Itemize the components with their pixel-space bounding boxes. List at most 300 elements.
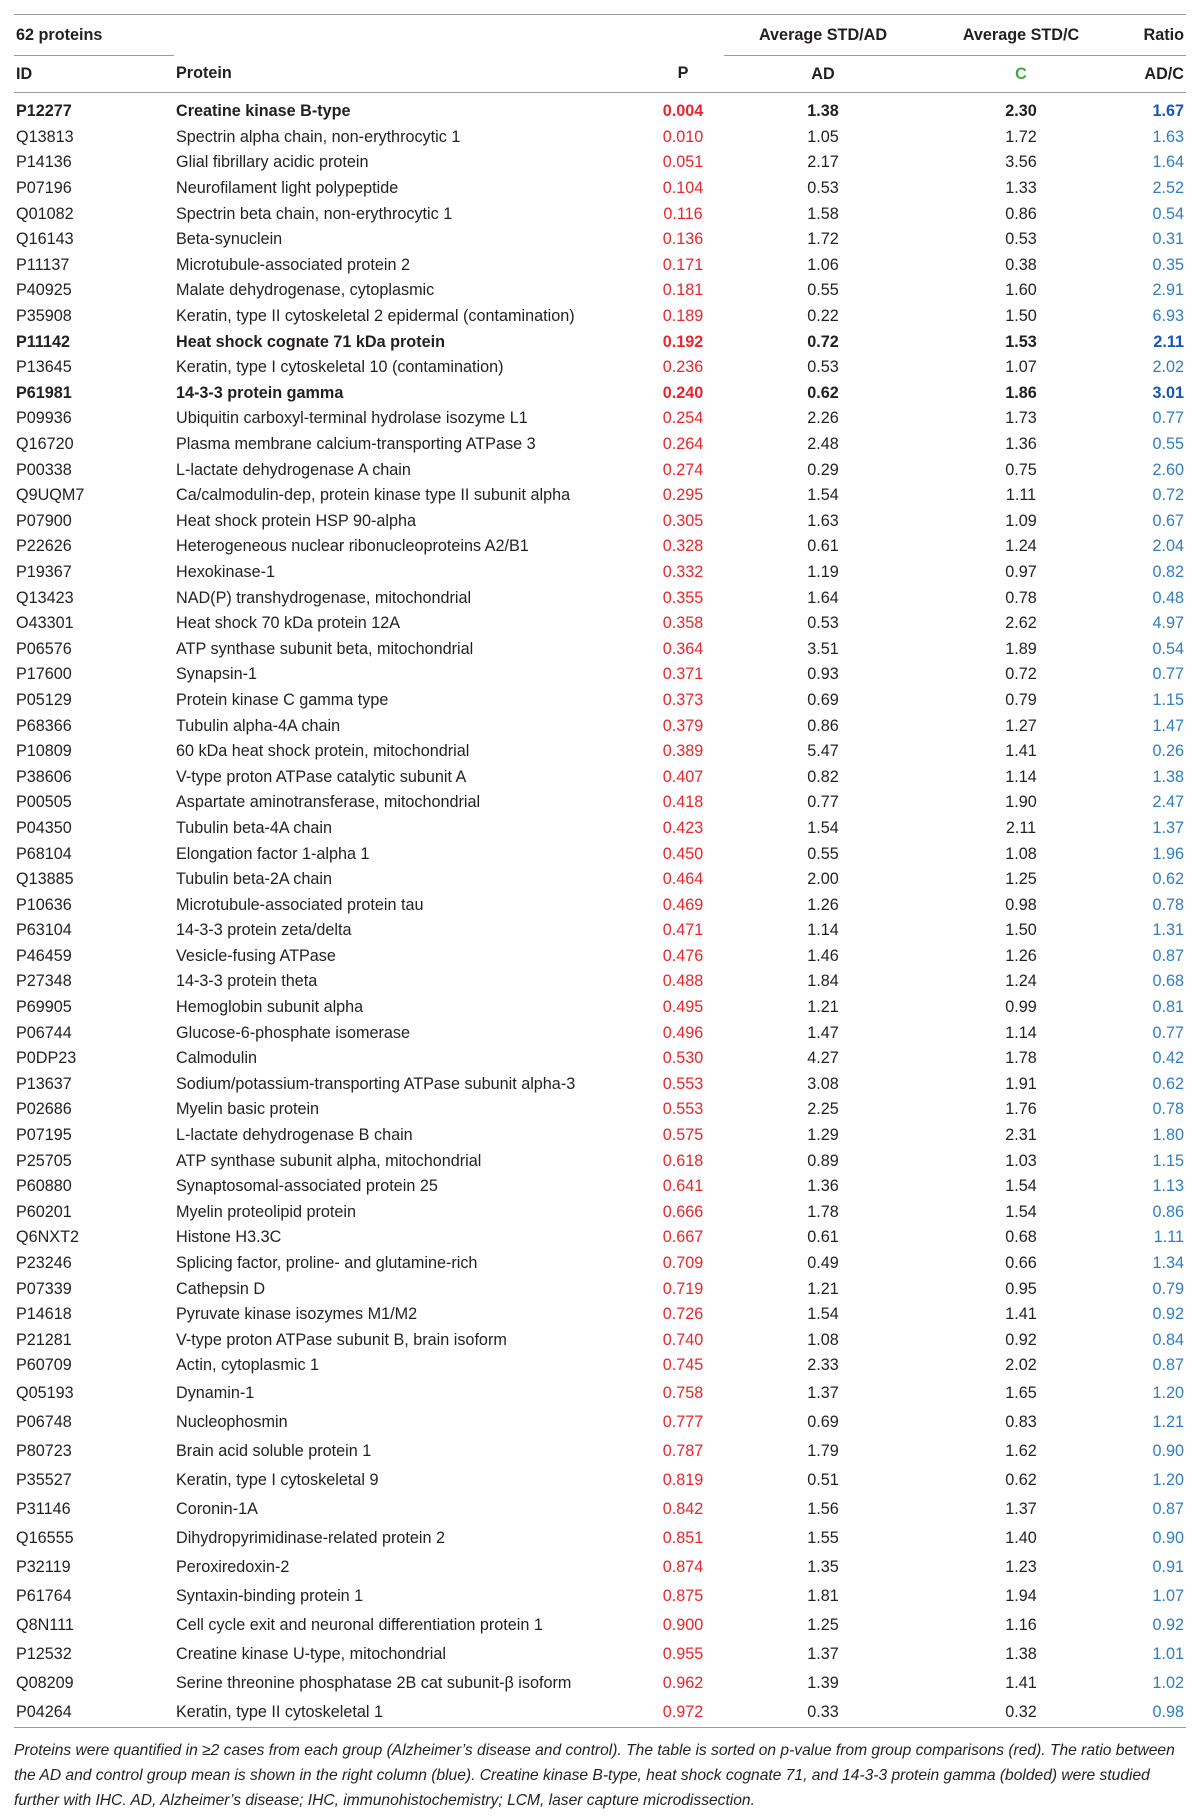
cell-ratio: 0.54 <box>1152 204 1184 223</box>
cell-c: 1.40 <box>1005 1528 1037 1547</box>
cell-ad: 1.78 <box>807 1202 839 1221</box>
cell-id: P06744 <box>16 1023 72 1042</box>
table-row <box>14 99 1186 125</box>
cell-p-value: 0.495 <box>662 998 704 1017</box>
cell-c: 0.72 <box>1005 665 1037 684</box>
cell-ratio: 0.35 <box>1152 255 1184 274</box>
cell-p-value: 0.136 <box>662 230 704 249</box>
table-row <box>14 1640 1186 1669</box>
table-row <box>14 329 1186 355</box>
cell-protein: Calmodulin <box>176 1049 257 1068</box>
table-row <box>14 1123 1186 1149</box>
cell-ad: 1.37 <box>807 1644 839 1663</box>
cell-ratio: 2.04 <box>1152 537 1184 556</box>
cell-protein: NAD(P) transhydrogenase, mitochondrial <box>176 588 472 607</box>
cell-c: 0.68 <box>1005 1228 1037 1247</box>
cell-id: P04264 <box>14 1698 174 1728</box>
cell-ad: 1.21 <box>807 1279 839 1298</box>
cell-ad: 0.69 <box>807 690 839 709</box>
cell-ad: 1.54 <box>807 1305 839 1324</box>
table-row <box>14 560 1186 586</box>
cell-ad: 0.53 <box>807 358 839 377</box>
cell-c: 1.25 <box>1005 870 1037 889</box>
cell-protein: Heat shock cognate 71 kDa protein <box>176 332 445 351</box>
cell-id: P60201 <box>16 1202 72 1221</box>
cell-p-value: 0.373 <box>662 690 704 709</box>
cell-id: Q16143 <box>16 230 74 249</box>
cell-ratio: 1.11 <box>1153 1228 1184 1247</box>
cell-ad: 4.27 <box>807 1049 839 1068</box>
cell-protein: Beta-synuclein <box>176 230 283 249</box>
table-footnote: Proteins were quantified in ≥2 cases from each group (Alzheimer’s disease and control). The table is sorted on p-value from group comparisons (red). The ratio between the AD and control group mean is shown in the right column (blue). Creatine kinase B-type, heat shock cognate 71, and 14-3-3 protein gamma (bolded) were studied further with IHC. AD, Alzheimer’s disease; IHC, immunohistochemistry; LCM, laser capture microdissection. <box>14 1741 1175 1809</box>
cell-p-value: 0.274 <box>662 460 704 479</box>
cell-ratio: 1.15 <box>1152 690 1184 709</box>
cell-id: P38606 <box>16 767 72 786</box>
cell-ad: 0.55 <box>807 844 839 863</box>
cell-c: 1.11 <box>1005 486 1037 505</box>
cell-c: 0.92 <box>1005 1330 1037 1349</box>
cell-p-value: 0.418 <box>662 793 704 812</box>
table-row <box>14 1353 1186 1379</box>
cell-ad: 1.63 <box>807 511 839 530</box>
cell-protein: Pyruvate kinase isozymes M1/M2 <box>176 1305 418 1324</box>
table-row <box>14 1072 1186 1098</box>
cell-protein: Spectrin alpha chain, non-erythrocytic 1 <box>176 127 461 146</box>
cell-protein: Splicing factor, proline- and glutamine-rich <box>176 1254 478 1273</box>
cell-c: 0.53 <box>1005 230 1037 249</box>
cell-ratio: 1.47 <box>1152 716 1184 735</box>
cell-ad: 1.81 <box>807 1586 839 1605</box>
cell-ad: 0.33 <box>724 1698 922 1728</box>
cell-id: P07196 <box>16 179 72 198</box>
cell-ad: 1.19 <box>807 562 839 581</box>
cell-id: Q01082 <box>16 204 74 223</box>
table-row <box>14 278 1186 304</box>
cell-c: 1.72 <box>1005 127 1037 146</box>
cell-ratio: 0.87 <box>1152 946 1184 965</box>
table-row <box>14 1698 1186 1728</box>
cell-p-value: 0.450 <box>662 844 704 863</box>
cell-p-value: 0.842 <box>662 1499 704 1518</box>
cell-protein: 60 kDa heat shock protein, mitochondrial <box>176 742 470 761</box>
cell-ratio: 0.91 <box>1152 1557 1184 1576</box>
cell-c: 1.65 <box>1005 1383 1037 1402</box>
cell-ad: 2.33 <box>807 1356 839 1375</box>
cell-c: 0.79 <box>1005 690 1037 709</box>
cell-c: 1.86 <box>1005 383 1037 402</box>
cell-protein: Spectrin beta chain, non-erythrocytic 1 <box>176 204 453 223</box>
cell-id: Q16555 <box>16 1528 74 1547</box>
cell-protein: Brain acid soluble protein 1 <box>176 1441 372 1460</box>
cell-ratio: 0.87 <box>1152 1499 1184 1518</box>
cell-c: 1.14 <box>1005 1023 1037 1042</box>
cell-id: P23246 <box>16 1254 72 1273</box>
cell-id: P80723 <box>16 1441 72 1460</box>
cell-ad: 2.26 <box>807 409 839 428</box>
cell-id: P22626 <box>16 537 72 556</box>
cell-id: Q08209 <box>16 1673 74 1692</box>
cell-c: 1.89 <box>1005 639 1037 658</box>
cell-id: P09936 <box>16 409 72 428</box>
cell-ratio: 0.90 <box>1152 1528 1184 1547</box>
table-row <box>14 534 1186 560</box>
cell-id: P04350 <box>16 818 72 837</box>
cell-id: P00505 <box>16 793 72 812</box>
cell-id: P06576 <box>16 639 72 658</box>
cell-p-value: 0.371 <box>662 665 704 684</box>
cell-ratio: 1.67 <box>1152 102 1184 121</box>
cell-c: 0.97 <box>1005 562 1037 581</box>
cell-id: Q13423 <box>16 588 74 607</box>
cell-protein: ATP synthase subunit alpha, mitochondrial <box>176 1151 482 1170</box>
cell-ratio: 4.97 <box>1152 614 1184 633</box>
cell-id: P11142 <box>16 332 71 351</box>
cell-id: P63104 <box>16 921 72 940</box>
cell-p-value: 0.051 <box>662 153 704 172</box>
cell-c: 1.78 <box>1005 1049 1037 1068</box>
cell-ratio: 0.81 <box>1152 998 1184 1017</box>
cell-ratio: 1.63 <box>1152 127 1184 146</box>
cell-protein: Microtubule-associated protein tau <box>176 895 424 914</box>
table-row <box>14 892 1186 918</box>
cell-c: 1.24 <box>1005 972 1037 991</box>
cell-id: P06748 <box>16 1412 72 1431</box>
cell-c: 1.50 <box>1005 921 1037 940</box>
cell-ratio: 1.37 <box>1152 818 1184 837</box>
cell-c: 1.54 <box>1005 1177 1037 1196</box>
cell-c: 2.30 <box>1005 102 1037 121</box>
table-row <box>14 918 1186 944</box>
cell-ratio: 0.78 <box>1152 895 1184 914</box>
cell-c: 1.24 <box>1005 537 1037 556</box>
cell-ratio: 0.77 <box>1152 1023 1184 1042</box>
cell-protein: 14-3-3 protein theta <box>176 972 318 991</box>
cell-ratio: 0.68 <box>1152 972 1184 991</box>
cell-protein: Tubulin beta-4A chain <box>176 818 332 837</box>
table-header <box>14 15 1186 100</box>
cell-p-value: 0.553 <box>662 1100 704 1119</box>
cell-ratio: 1.80 <box>1152 1126 1184 1145</box>
cell-ratio: 1.01 <box>1152 1644 1184 1663</box>
cell-protein: Keratin, type I cytoskeletal 9 <box>176 1470 379 1489</box>
cell-id: Q13885 <box>16 870 74 889</box>
cell-c: 1.03 <box>1005 1151 1037 1170</box>
cell-ad: 0.51 <box>807 1470 839 1489</box>
cell-id: P35527 <box>16 1470 72 1489</box>
cell-p-value: 0.004 <box>662 102 704 121</box>
cell-ratio: 0.92 <box>1152 1305 1184 1324</box>
cell-ratio: 2.47 <box>1152 793 1184 812</box>
cell-ratio: 0.77 <box>1152 409 1184 428</box>
table-row <box>14 1466 1186 1495</box>
cell-ad: 1.05 <box>807 127 839 146</box>
cell-protein: Keratin, type I cytoskeletal 10 (contamination) <box>176 358 504 377</box>
cell-ratio: 0.77 <box>1152 665 1184 684</box>
table-row <box>14 253 1186 279</box>
cell-protein: Hemoglobin subunit alpha <box>176 998 364 1017</box>
cell-ad: 5.47 <box>807 742 839 761</box>
table-row <box>14 1225 1186 1251</box>
cell-p-value: 0.389 <box>662 742 704 761</box>
table-body <box>14 99 1186 1379</box>
table-row <box>14 995 1186 1021</box>
table-row <box>14 1408 1186 1437</box>
cell-protein: Myelin basic protein <box>176 1100 320 1119</box>
table-row <box>14 713 1186 739</box>
cell-c: 0.86 <box>1005 204 1037 223</box>
cell-ad: 1.25 <box>807 1615 839 1634</box>
cell-p-value: 0.726 <box>662 1305 704 1324</box>
cell-ad: 0.29 <box>807 460 839 479</box>
cell-protein: Malate dehydrogenase, cytoplasmic <box>176 281 435 300</box>
table-row <box>14 611 1186 637</box>
cell-ratio: 6.93 <box>1152 307 1184 326</box>
cell-ad: 0.53 <box>807 614 839 633</box>
table-row <box>14 1379 1186 1408</box>
cell-id: P35908 <box>16 307 72 326</box>
cell-p-value: 0.745 <box>662 1356 704 1375</box>
cell-id: P40925 <box>16 281 72 300</box>
cell-p-value: 0.955 <box>662 1644 704 1663</box>
table-row <box>14 1495 1186 1524</box>
table-row <box>14 355 1186 381</box>
table-row <box>14 585 1186 611</box>
cell-ratio: 0.31 <box>1152 230 1184 249</box>
table-row <box>14 969 1186 995</box>
cell-ratio: 1.31 <box>1152 921 1184 940</box>
cell-p-value: 0.189 <box>662 307 704 326</box>
cell-ad: 1.79 <box>807 1441 839 1460</box>
cell-id: P13645 <box>16 358 72 377</box>
cell-p-value: 0.295 <box>662 486 704 505</box>
cell-id: P10636 <box>16 895 72 914</box>
table-row <box>14 483 1186 509</box>
cell-ad: 0.86 <box>807 716 839 735</box>
cell-id: P14136 <box>16 153 72 172</box>
cell-id: Q16720 <box>16 435 74 454</box>
cell-ad: 1.46 <box>807 946 839 965</box>
cell-p-value: 0.618 <box>662 1151 704 1170</box>
cell-p-value: 0.464 <box>662 870 704 889</box>
cell-ad: 3.08 <box>807 1074 839 1093</box>
cell-c: 1.37 <box>1005 1499 1037 1518</box>
protein-table <box>14 14 1186 1728</box>
cell-c: 1.50 <box>1005 307 1037 326</box>
table-row <box>14 1174 1186 1200</box>
cell-c: 1.27 <box>1005 716 1037 735</box>
cell-p-value: 0.875 <box>662 1586 704 1605</box>
cell-protein: L-lactate dehydrogenase B chain <box>176 1126 413 1145</box>
table-row <box>14 841 1186 867</box>
cell-protein: Keratin, type II cytoskeletal 1 <box>174 1698 642 1728</box>
table-row <box>14 201 1186 227</box>
cell-id: Q8N111 <box>16 1615 74 1634</box>
cell-id: P31146 <box>16 1499 71 1518</box>
cell-id: Q05193 <box>16 1383 74 1402</box>
cell-ad: 0.72 <box>807 332 839 351</box>
header-row-groups <box>14 15 1186 56</box>
cell-protein: Keratin, type II cytoskeletal 2 epidermal (contamination) <box>176 307 575 326</box>
cell-p-value: 0.332 <box>662 562 704 581</box>
cell-id: P07195 <box>16 1126 72 1145</box>
cell-ad: 0.61 <box>807 1228 839 1247</box>
table-row <box>14 867 1186 893</box>
cell-id: P60880 <box>16 1177 72 1196</box>
table-row <box>14 125 1186 151</box>
cell-ratio: 1.02 <box>1152 1673 1184 1692</box>
cell-c: 1.41 <box>1005 1673 1037 1692</box>
cell-ratio: 0.54 <box>1152 639 1184 658</box>
cell-ratio: 0.82 <box>1152 562 1184 581</box>
cell-id: P00338 <box>16 460 72 479</box>
cell-ad: 0.93 <box>807 665 839 684</box>
cell-ad: 0.49 <box>807 1254 839 1273</box>
cell-protein: 14-3-3 protein gamma <box>176 383 344 402</box>
cell-c: 0.99 <box>1005 998 1037 1017</box>
cell-protein: Heat shock 70 kDa protein 12A <box>176 614 401 633</box>
cell-protein: Synapsin-1 <box>176 665 257 684</box>
table-row <box>14 1276 1186 1302</box>
cell-c: 1.90 <box>1005 793 1037 812</box>
table-container <box>14 14 1186 1813</box>
cell-c: 1.14 <box>1005 767 1037 786</box>
cell-id: P46459 <box>16 946 72 965</box>
cell-protein: Elongation factor 1-alpha 1 <box>176 844 370 863</box>
cell-c: 0.75 <box>1005 460 1037 479</box>
cell-protein: Tubulin alpha-4A chain <box>176 716 341 735</box>
cell-protein: Sodium/potassium-transporting ATPase subunit alpha-3 <box>176 1074 576 1093</box>
table-row <box>14 1148 1186 1174</box>
cell-p-value: 0.236 <box>662 358 704 377</box>
cell-protein: Neurofilament light polypeptide <box>176 179 399 198</box>
cell-p-value: 0.171 <box>662 255 704 274</box>
cell-p-value: 0.962 <box>662 1673 704 1692</box>
cell-p-value: 0.900 <box>662 1615 704 1634</box>
table-row <box>14 1020 1186 1046</box>
cell-ratio: 2.02 <box>1152 358 1184 377</box>
cell-protein: Vesicle-fusing ATPase <box>176 946 336 965</box>
table-row <box>14 636 1186 662</box>
cell-c: 0.83 <box>1005 1412 1037 1431</box>
cell-ad: 1.08 <box>807 1330 839 1349</box>
cell-c: 1.08 <box>1005 844 1037 863</box>
cell-c: 0.78 <box>1005 588 1037 607</box>
cell-ratio: 1.21 <box>1152 1412 1184 1431</box>
table-row <box>14 176 1186 202</box>
cell-protein: Dynamin-1 <box>176 1383 255 1402</box>
cell-p-value: 0.641 <box>662 1177 704 1196</box>
table-row <box>14 688 1186 714</box>
cell-ratio: 0.62 <box>1152 1074 1184 1093</box>
cell-p-value: 0.116 <box>663 204 703 223</box>
cell-c: 1.33 <box>1005 179 1037 198</box>
cell-c: 0.95 <box>1005 1279 1037 1298</box>
cell-id: P21281 <box>16 1330 72 1349</box>
cell-p-value: 0.254 <box>662 409 704 428</box>
cell-protein: 14-3-3 protein zeta/delta <box>176 921 352 940</box>
cell-p-value: 0.476 <box>662 946 704 965</box>
cell-protein: Histone H3.3C <box>176 1228 282 1247</box>
cell-protein: Heat shock protein HSP 90-alpha <box>176 511 416 530</box>
cell-p-value: 0.264 <box>662 435 704 454</box>
cell-p-value: 0.851 <box>662 1528 704 1547</box>
cell-ratio: 0.86 <box>1152 1202 1184 1221</box>
cell-p-value: 0.305 <box>662 511 704 530</box>
cell-ad: 0.77 <box>807 793 839 812</box>
cell-c: 0.98 <box>1005 895 1037 914</box>
table-row <box>14 1582 1186 1611</box>
cell-ratio: 0.79 <box>1152 1279 1184 1298</box>
avg-c-label: Average STD/C <box>922 15 1120 56</box>
cell-protein: Glucose-6-phosphate isomerase <box>176 1023 410 1042</box>
cell-ad: 0.62 <box>807 383 839 402</box>
cell-ratio: 1.20 <box>1152 1470 1184 1489</box>
cell-p-value: 0.787 <box>662 1441 704 1460</box>
cell-ratio: 0.62 <box>1152 870 1184 889</box>
table-row <box>14 1328 1186 1354</box>
cell-ad: 0.89 <box>807 1151 839 1170</box>
cell-id: P05129 <box>16 690 72 709</box>
table-row <box>14 406 1186 432</box>
cell-p-value: 0.240 <box>662 383 704 402</box>
table-row <box>14 1611 1186 1640</box>
cell-p-value: 0.667 <box>662 1228 704 1247</box>
cell-id: P13637 <box>16 1074 72 1093</box>
cell-ratio: 0.48 <box>1152 588 1184 607</box>
table-row <box>14 1437 1186 1466</box>
cell-ad: 1.29 <box>807 1126 839 1145</box>
cell-id: P12532 <box>16 1644 72 1663</box>
cell-ad: 1.36 <box>807 1177 839 1196</box>
cell-id: P19367 <box>16 562 72 581</box>
column-header-c: C <box>1015 64 1027 83</box>
cell-id: P14618 <box>16 1305 72 1324</box>
cell-protein: Cathepsin D <box>176 1279 266 1298</box>
cell-ad: 1.56 <box>807 1499 839 1518</box>
cell-c: 2.02 <box>1005 1356 1037 1375</box>
column-header-p: P <box>677 64 689 83</box>
table-row <box>14 1251 1186 1277</box>
column-header-id: ID <box>16 64 33 83</box>
cell-p-value: 0.758 <box>662 1383 704 1402</box>
column-header-ad: AD <box>811 64 835 83</box>
cell-ad: 2.00 <box>807 870 839 889</box>
cell-p-value: 0.874 <box>662 1557 704 1576</box>
cell-id: Q6NXT2 <box>16 1228 79 1247</box>
cell-p-value: 0.407 <box>662 767 704 786</box>
cell-p-value: 0.328 <box>662 537 704 556</box>
cell-c: 1.23 <box>1005 1557 1037 1576</box>
cell-id: P69905 <box>16 998 72 1017</box>
cell-c: 1.91 <box>1005 1074 1037 1093</box>
cell-c: 1.41 <box>1005 742 1037 761</box>
cell-id: P61981 <box>16 383 72 402</box>
cell-c: 3.56 <box>1005 153 1037 172</box>
cell-id: P0DP23 <box>16 1049 77 1068</box>
cell-ad: 1.84 <box>807 972 839 991</box>
cell-p-value: 0.719 <box>662 1279 704 1298</box>
cell-p-value: 0.496 <box>662 1023 704 1042</box>
cell-protein: Cell cycle exit and neuronal differentiation protein 1 <box>176 1615 543 1634</box>
cell-ad: 0.55 <box>807 281 839 300</box>
cell-c: 0.62 <box>1005 1470 1037 1489</box>
table-row <box>14 790 1186 816</box>
table-row <box>14 457 1186 483</box>
cell-ratio: 2.60 <box>1152 460 1184 479</box>
cell-protein: Glial fibrillary acidic protein <box>176 153 369 172</box>
cell-p-value: 0.709 <box>662 1254 704 1273</box>
cell-c: 0.66 <box>1005 1254 1037 1273</box>
